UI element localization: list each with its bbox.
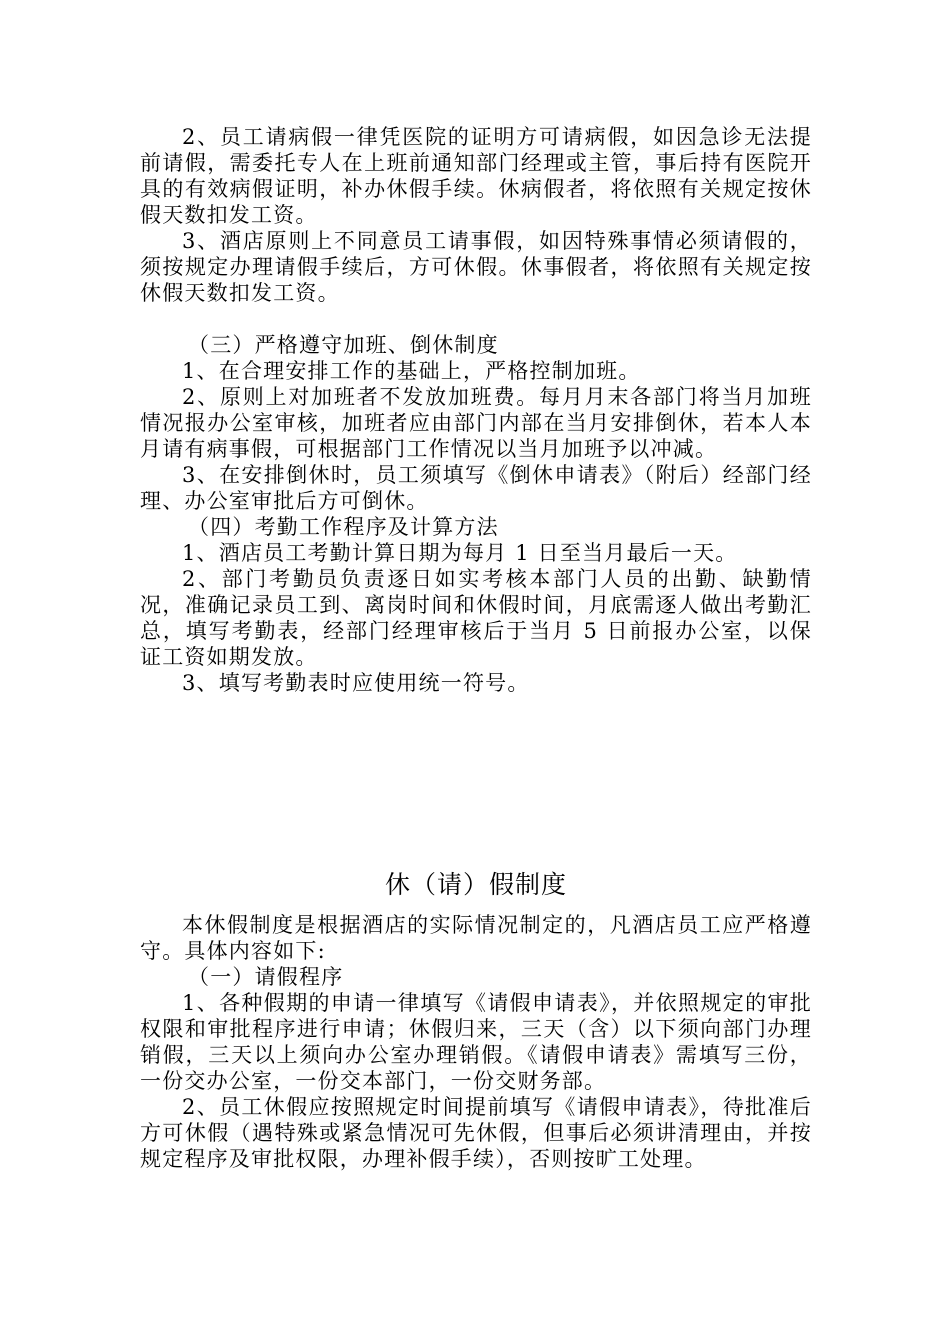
attendance-section — [140, 124, 812, 696]
paragraph-attendance-3: 3、填写考勤表时应使用统一符号。 — [182, 671, 530, 695]
paragraph-overtime-1: 1、在合理安排工作的基础上，严格控制加班。 — [182, 359, 641, 383]
heading-overtime: （三）严格遵守加班、倒休制度 — [188, 333, 499, 357]
paragraph-personal-leave: 3、酒店原则上不同意员工请事假，如因特殊事情必须请假的，须按规定办理请假手续后，方可休假。休事假者，将依照有关规定按休假天数扣发工资。 — [140, 229, 812, 305]
paragraph-sick-leave: 2、员工请病假一律凭医院的证明方可请病假，如因急诊无法提前请假，需委托专人在上班前通知部门经理或主管，事后持有医院开具的有效病假证明，补办休假手续。休病假者，将依照有关规定按休假天数扣发工资。 — [140, 125, 812, 227]
heading-attendance-procedure: （四）考勤工作程序及计算方法 — [188, 515, 499, 539]
paragraph-intro: 本休假制度是根据酒店的实际情况制定的，凡酒店员工应严格遵守。具体内容如下: — [140, 913, 812, 963]
heading-leave-procedure: （一）请假程序 — [188, 965, 344, 989]
paragraph-leave-1: 1、各种假期的申请一律填写《请假申请表》，并依照规定的审批权限和审批程序进行申请；休假归来，三天（含）以下须向部门办理销假，三天以上须向办公室办理销假。《请假申请表》需填写三份，一份交办公室，一份交本部门，一份交财务部。 — [140, 991, 812, 1093]
paragraph-overtime-2: 2、原则上对加班者不发放加班费。每月月末各部门将当月加班情况报办公室审核，加班者应由部门内部在当月安排倒休，若本人本月请有病事假，可根据部门工作情况以当月加班予以冲减。 — [140, 385, 812, 461]
document-title: 休（请）假制度 — [384, 870, 567, 899]
paragraph-overtime-3: 3、在安排倒休时，员工须填写《倒休申请表》（附后）经部门经理、办公室审批后方可倒休。 — [140, 463, 812, 513]
leave-policy-section — [140, 868, 812, 1172]
paragraph-attendance-2: 2、部门考勤员负责逐日如实考核本部门人员的出勤、缺勤情况，准确记录员工到、离岗时间和休假时间，月底需逐人做出考勤汇总，填写考勤表，经部门经理审核后于当月 5 日前报办公室，以保证工资如期发放。 — [140, 567, 812, 669]
paragraph-attendance-1: 1、酒店员工考勤计算日期为每月 1 日至当月最后一天。 — [182, 541, 738, 565]
paragraph-gap — [140, 306, 812, 332]
paragraph-leave-2: 2、员工休假应按照规定时间提前填写《请假申请表》，待批准后方可休假（遇特殊或紧急情况可先休假，但事后必须讲清理由，并按规定程序及审批权限，办理补假手续），否则按旷工处理。 — [140, 1095, 812, 1171]
